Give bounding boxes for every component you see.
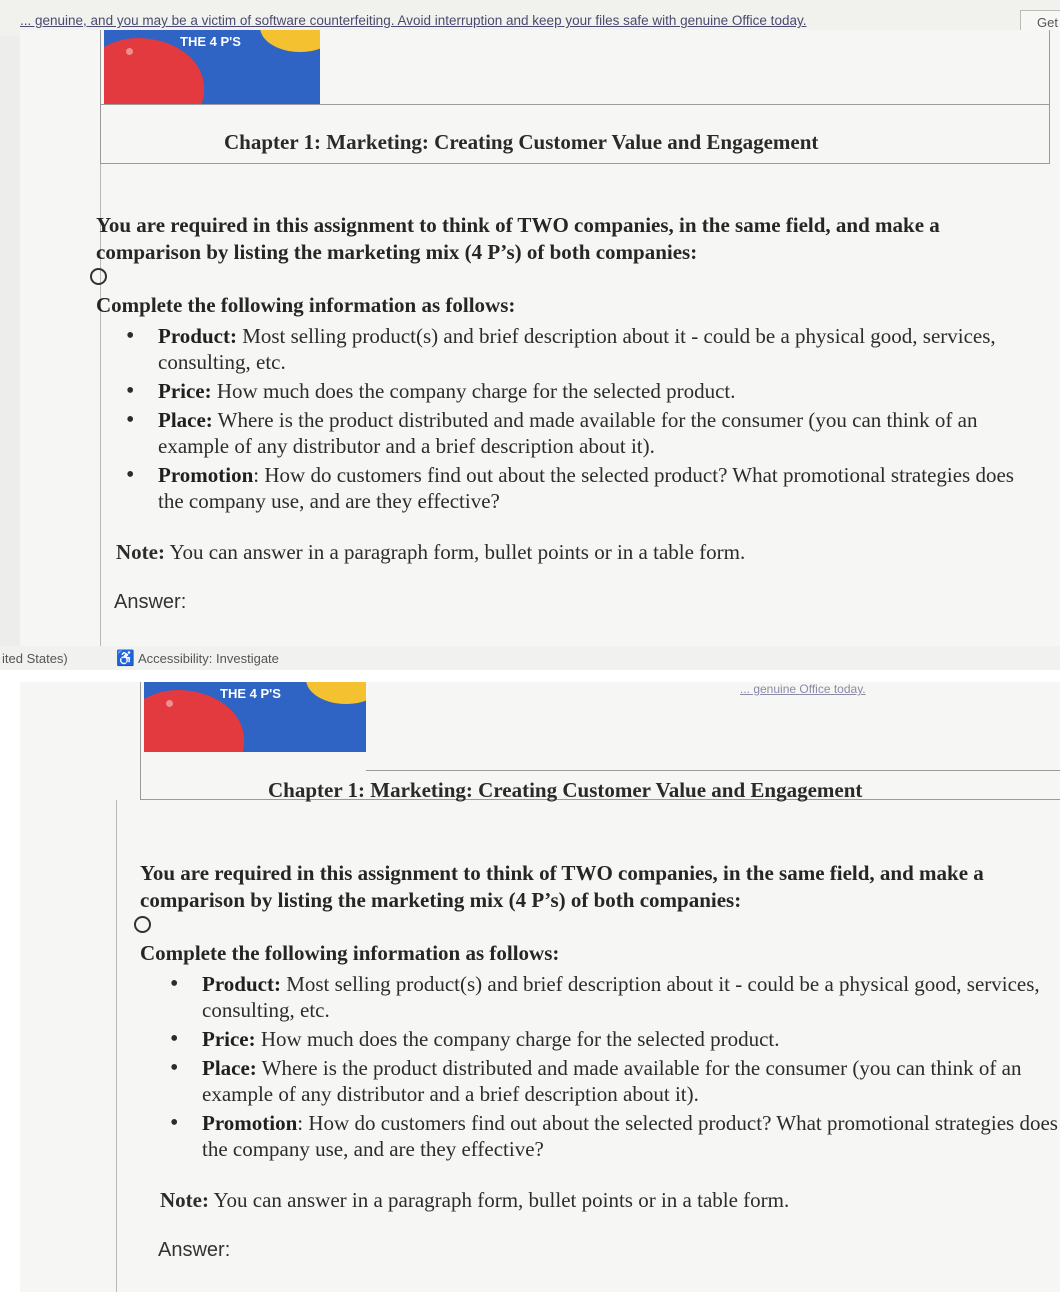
header-divider <box>366 770 1060 771</box>
document-page[interactable] <box>20 682 1060 1292</box>
bullet-text: Most selling product(s) and brief description about it - could be a physical good, services, consulting, etc. <box>202 972 1040 1022</box>
circle-marker-icon <box>134 916 151 933</box>
screenshot-bottom <box>0 682 1060 1292</box>
note-line <box>116 540 1036 565</box>
list-item-promotion <box>170 1110 1060 1162</box>
list-item-place <box>126 407 1036 459</box>
bullet-text: How much does the company charge for the selected product. <box>255 1027 780 1051</box>
header-label: THE 4 P'S <box>180 34 241 49</box>
circle-marker-icon <box>90 268 107 285</box>
note-text: You can answer in a paragraph form, bullet points or in a table form. <box>208 1188 790 1212</box>
list-item-promotion <box>126 462 1036 514</box>
header-divider <box>100 104 1050 105</box>
chapter-title: Chapter 1: Marketing: Creating Customer Value and Engagement <box>224 130 819 154</box>
margin-line <box>116 800 117 1292</box>
left-strip <box>0 682 20 1292</box>
assignment-content <box>140 860 1060 1262</box>
list-item-price <box>126 378 1036 404</box>
list-item-product <box>170 971 1060 1023</box>
bullet-text: How much does the company charge for the selected product. <box>211 379 736 403</box>
list-item-price <box>170 1026 1060 1052</box>
chapter-title: Chapter 1: Marketing: Creating Customer Value and Engagement <box>268 778 863 802</box>
note-text: You can answer in a paragraph form, bullet points or in a table form. <box>164 540 746 564</box>
document-page[interactable] <box>20 30 1060 662</box>
note-label: Note: <box>160 1188 209 1212</box>
language-status[interactable]: ited States) <box>2 651 68 666</box>
complete-heading: Complete the following information as follows: <box>140 941 560 965</box>
assignment-content <box>96 212 1036 614</box>
bullet-term: Place: <box>202 1056 257 1080</box>
four-ps-list <box>170 971 1060 1162</box>
header-label: THE 4 P'S <box>220 686 281 701</box>
status-bar <box>0 646 1060 670</box>
bullet-text: Most selling product(s) and brief description about it - could be a physical good, services, consulting, etc. <box>158 324 996 374</box>
get-genuine-button[interactable]: Get <box>1020 10 1060 34</box>
bullet-term: Place: <box>158 408 213 432</box>
bullet-term: Product: <box>202 972 281 996</box>
list-item-product <box>126 323 1036 375</box>
accessibility-status[interactable]: Accessibility: Investigate <box>138 651 279 666</box>
bullet-term: Promotion <box>158 463 254 487</box>
bullet-text: Where is the product distributed and made available for the consumer (you can think of an example of any distributor and a brief description about it). <box>202 1056 1022 1106</box>
bullet-text: Where is the product distributed and made available for the consumer (you can think of an example of any distributor and a brief description about it). <box>158 408 978 458</box>
bullet-term: Product: <box>158 324 237 348</box>
warning-message-fragment[interactable]: ... genuine Office today. <box>740 682 866 696</box>
bullet-text: : How do customers find out about the selected product? What promotional strategies does the company use, and are they effective? <box>158 463 1014 513</box>
requirement-text: You are required in this assignment to think of TWO companies, in the same field, and make a comparison by listing the marketing mix (4 P’s) of both companies: <box>140 861 984 912</box>
bullet-term: Price: <box>158 379 212 403</box>
four-ps-list <box>126 323 1036 514</box>
answer-label: Answer: <box>114 591 187 613</box>
bullet-text: : How do customers find out about the selected product? What promotional strategies does the company use, and are they effective? <box>202 1111 1058 1161</box>
warning-message-link[interactable]: ... genuine, and you may be a victim of software counterfeiting. Avoid interruption and keep your files safe with genuine Office today. <box>20 13 807 28</box>
list-item-place <box>170 1055 1060 1107</box>
answer-label: Answer: <box>158 1239 231 1261</box>
note-label: Note: <box>116 540 165 564</box>
complete-heading: Complete the following information as follows: <box>96 293 516 317</box>
note-line <box>160 1188 1060 1213</box>
bullet-term: Promotion <box>202 1111 298 1135</box>
bullet-term: Price: <box>202 1027 256 1051</box>
requirement-text: You are required in this assignment to think of TWO companies, in the same field, and make a comparison by listing the marketing mix (4 P’s) of both companies: <box>96 213 940 264</box>
accessibility-icon[interactable]: ♿ <box>116 650 135 667</box>
